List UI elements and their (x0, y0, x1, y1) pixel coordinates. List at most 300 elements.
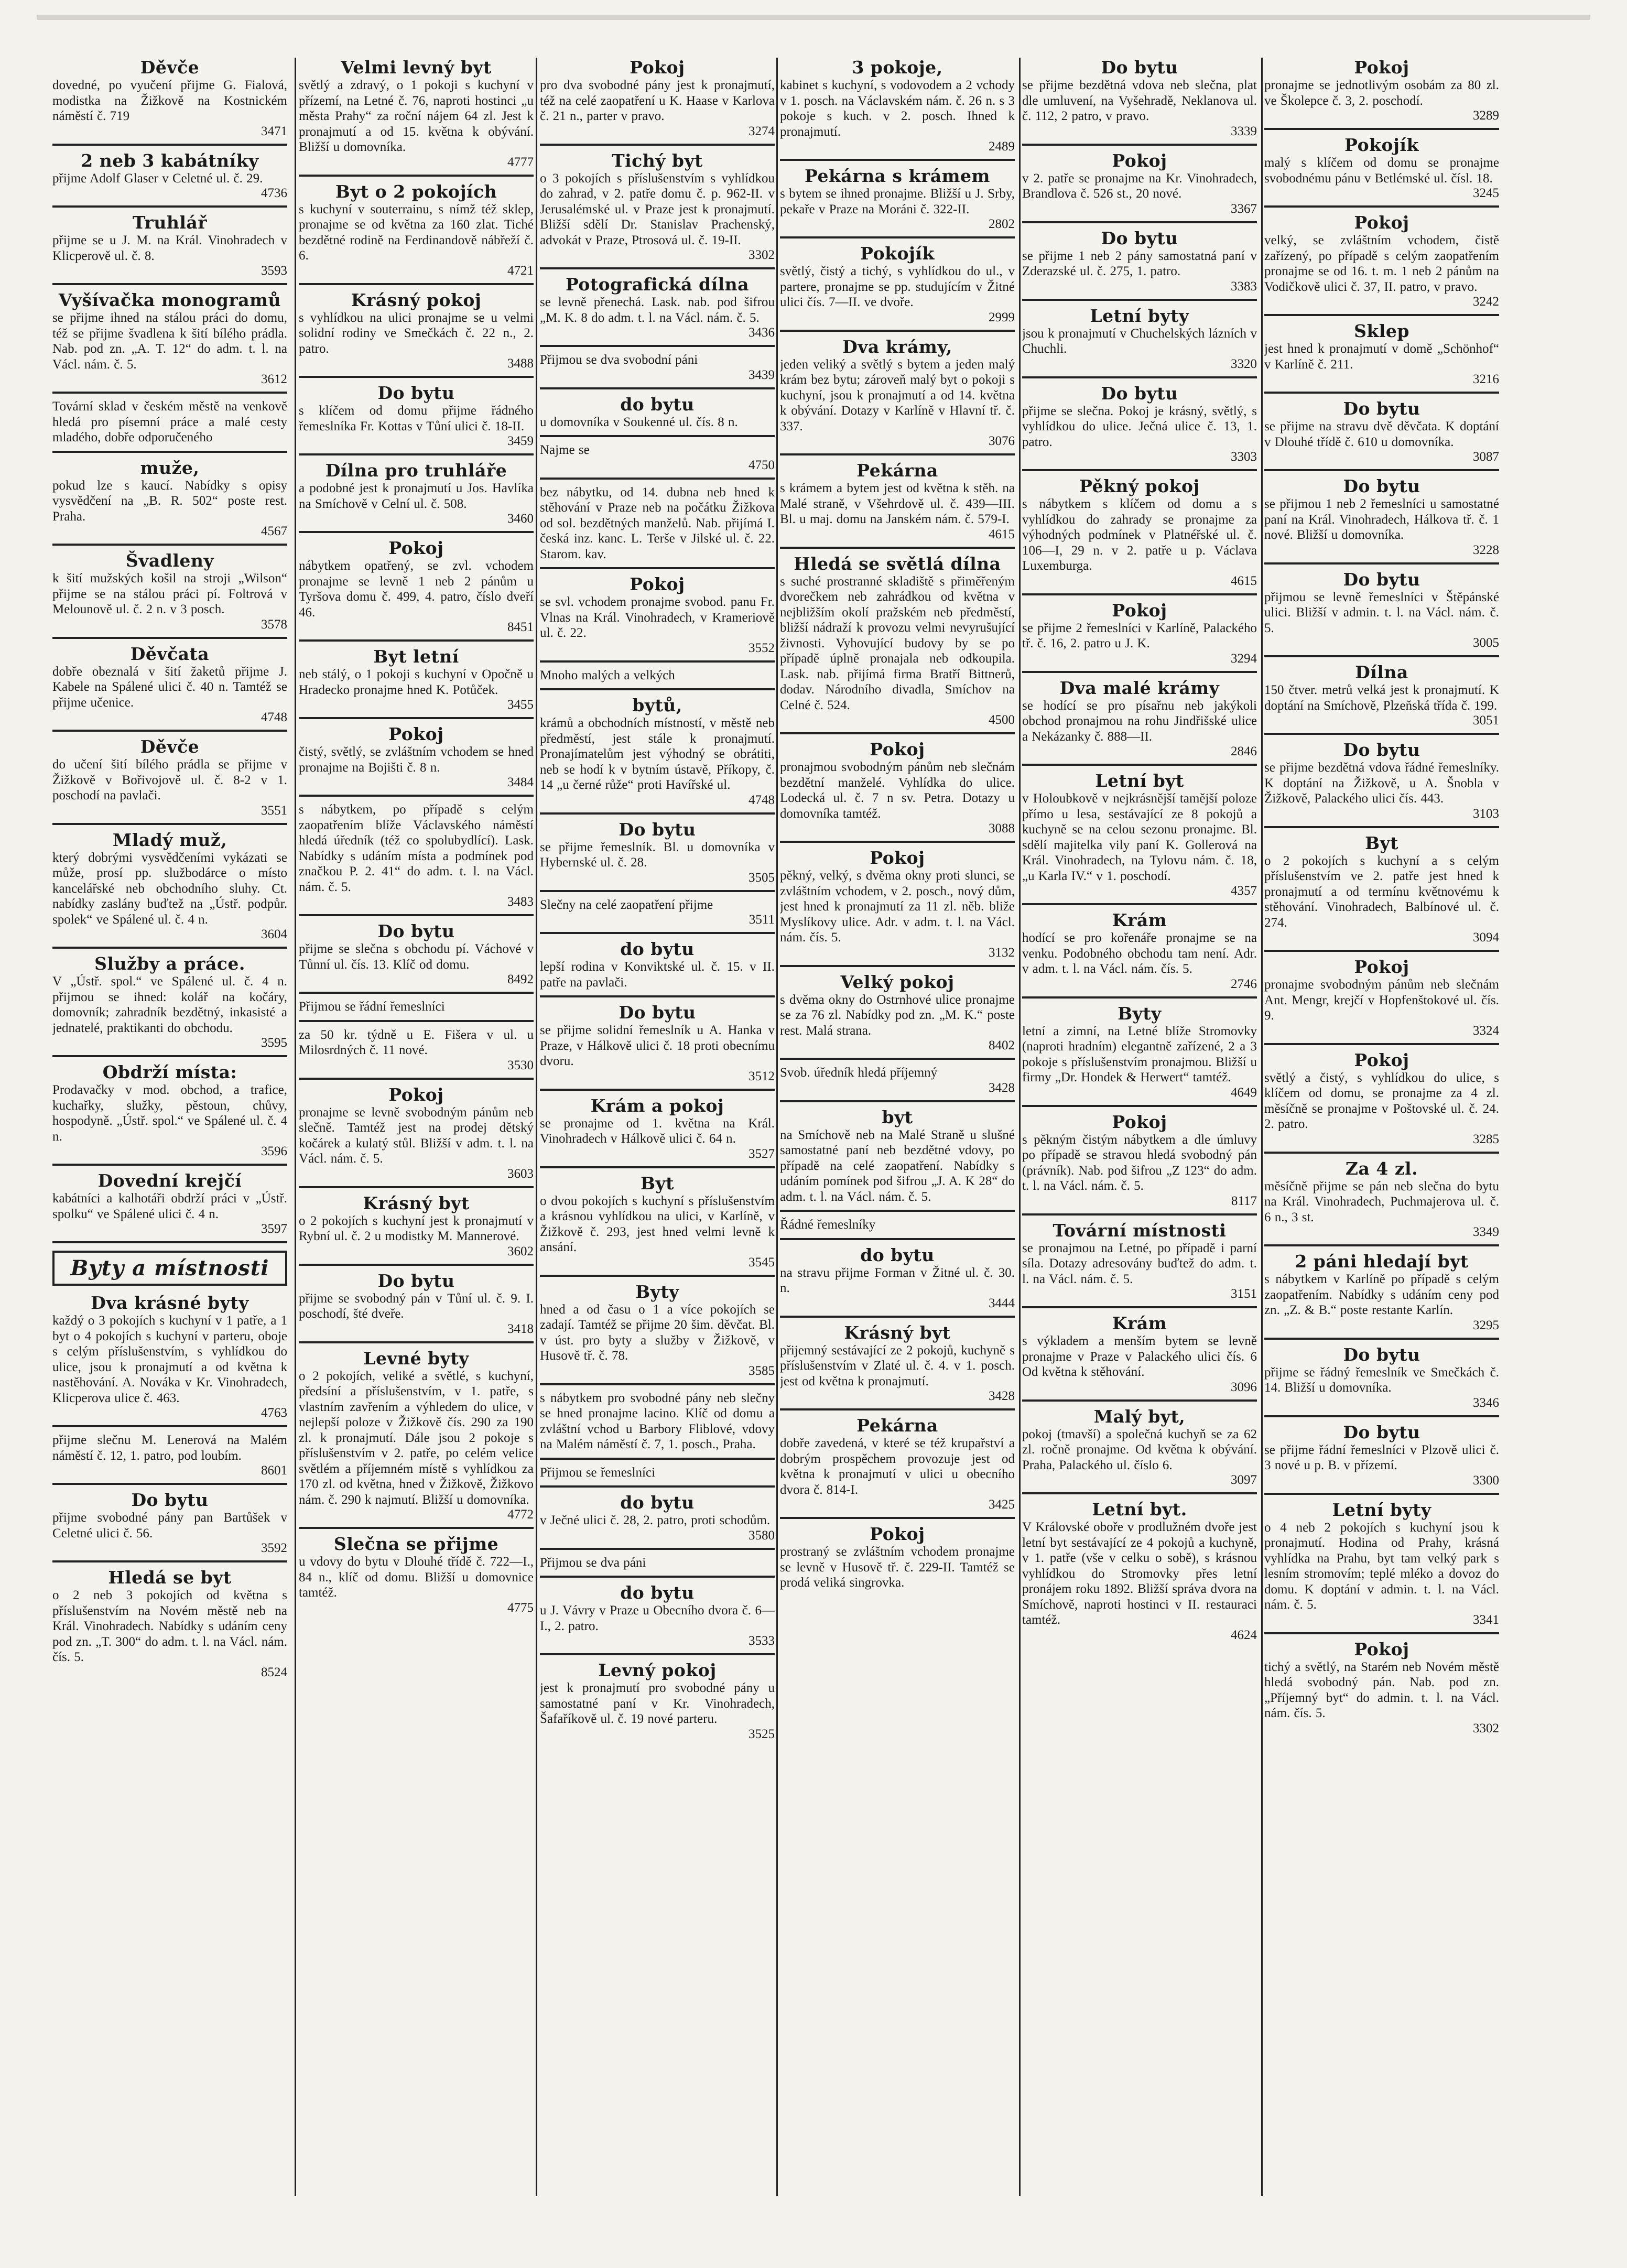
ad-title: Pokoj (870, 739, 925, 759)
ad-title: byt (882, 1106, 913, 1127)
column-4 (780, 58, 1015, 2217)
ad-body: k šití mužských košil na stroji „Wilson“ přijme se na stálou práci pí. Foltrová v Melounově ul. č. 2 n. v 3 posch. (52, 571, 287, 616)
ad-code: 4748 (749, 793, 775, 807)
ad-body: Mnoho malých a velkých (540, 668, 675, 682)
classified-ad (540, 1003, 775, 1091)
classified-ad (1264, 663, 1499, 735)
classified-ad (780, 1065, 1015, 1102)
ad-title: Vyšívačka monogramů (58, 290, 281, 310)
ad-body: Najme se (540, 443, 590, 457)
ad-code: 4748 (261, 710, 287, 724)
classified-ad (540, 1174, 775, 1277)
ad-title: Pokoj (388, 724, 444, 744)
ad-title: do bytu (620, 394, 695, 415)
classified-ad (540, 485, 775, 570)
ad-title: Hledá se byt (108, 1567, 232, 1588)
ad-body: a podobné jest k pronajmutí u Jos. Havlíka na Smíchově v Celní ul. č. 508. (299, 481, 534, 511)
ad-body: se přijmou 1 neb 2 řemeslníci u samostatné paní na Král. Vinohradech, Hálkova tř. č. 1 nové. Bližší u domovníka. (1264, 497, 1499, 542)
classified-ad (780, 337, 1015, 456)
ad-code: 8402 (989, 1038, 1015, 1052)
ad-body: Přijmou se řemeslníci (540, 1465, 656, 1480)
ad-code: 3444 (989, 1296, 1015, 1310)
classified-ad (52, 1490, 287, 1562)
ad-body: pronajme se jednotlivým osobám za 80 zl. ve Školepce č. 3, 2. poschodí. (1264, 78, 1499, 108)
column-rule (536, 58, 537, 2196)
ad-title: Do bytu (619, 819, 696, 840)
ad-body: se přijme řádní řemeslníci v Plzově ulici č. 3 nové u p. B. v přízemí. (1264, 1442, 1499, 1472)
ad-body: s klíčem od domu přijme řádného řemeslníka Fr. Kottas v Tůní ulici č. 18-II. (299, 404, 534, 433)
ad-code: 4500 (989, 713, 1015, 727)
ad-code: 4721 (507, 263, 534, 278)
ad-body: pronajme se levně svobodným pánům neb slečně. Tamtéž jest na prodej dětský kočárek a kulatý stůl. Bližší v adm. t. l. na Václ. nám. č. 5. (299, 1105, 534, 1166)
ad-code: 3151 (1231, 1287, 1257, 1301)
classified-ad (52, 954, 287, 1057)
ad-title: bytů, (632, 695, 682, 715)
ad-body: se přijme řemeslník. Bl. u domovníka v Hybernské ul. č. 28. (540, 840, 775, 870)
ad-body: tichý a světlý, na Starém neb Novém městě hledá svobodný pán. Nab. pod zn. „Příjemný byt“ do admin. t. l. na Václ. nám. čís. 5. (1264, 1659, 1499, 1720)
ad-code: 3367 (1231, 201, 1257, 216)
classified-ad (1022, 1500, 1257, 1647)
ad-body: Svob. úředník hledá příjemný (780, 1066, 938, 1080)
ad-body: o 2 pokojích s kuchyní jest k pronajmutí v Rybní ul. č. 2 u modistky M. Mannerové. (299, 1213, 534, 1243)
ad-body: o 3 pokojích s příslušenstvím s vyhlídkou do zahrad, v 2. patře domu č. p. 962-II. v Jerusalémské ul. v Praze jest k pronajmutí. Bližší sdělí Dr. Stanislav Prachenský, advokát v Praze, Ptrosová ul. č. 19-II. (540, 171, 775, 247)
classified-ad (299, 538, 534, 642)
ad-body: se přijme 2 řemeslníci v Karlíně, Palackého tř. č. 16, 2. patro u J. K. (1022, 621, 1257, 650)
classified-ad (780, 1108, 1015, 1212)
ad-code: 3242 (1473, 295, 1499, 309)
ad-title: Do bytu (1343, 476, 1420, 496)
ad-body: se pronajmou na Letné, po případě i parní síla. Dotazy adresovány buďtež do adm. t. l. na Václ. nám. č. 5. (1022, 1241, 1257, 1286)
classified-ad (1264, 321, 1499, 394)
ad-body: s výkladem a menším bytem se levně pronajme v Praze v Palackého ulici čís. 6 Od května k stěhování. (1022, 1334, 1257, 1379)
classified-ad (1022, 1004, 1257, 1107)
classified-ad (780, 244, 1015, 332)
ad-title: Tovární místnosti (1053, 1220, 1227, 1241)
ad-title: Byt (1365, 832, 1398, 853)
ad-title: Krám (1112, 910, 1167, 930)
ad-code: 3545 (749, 1255, 775, 1269)
ad-code: 3285 (1473, 1132, 1499, 1146)
ad-title: Sklep (1354, 321, 1409, 341)
classified-ad (299, 999, 534, 1022)
ad-body: světlý a zdravý, o 1 pokoji s kuchyní v přízemí, na Letné č. 76, naproti hostinci „u města Prahy“ za roční nájem 64 zl. Jest k pronajmutí a od 15. května k obývání. Bližší u domovníka. (299, 78, 534, 154)
top-edge-line (37, 15, 1590, 20)
ad-body: jsou k pronajmutí v Chuchelských lázních v Chuchli. (1022, 326, 1257, 356)
ad-title: Do bytu (1343, 740, 1420, 760)
ad-body: se levně přenechá. Lask. nab. pod šifrou „M. K. 8 do adm. t. l. na Václ. nám. č. 5. (540, 295, 775, 325)
ad-title: Děvče (140, 58, 200, 78)
ad-body: se hodící se pro písařnu neb jakýkoli obchod pronajmou na rohu Jindřišské ulice a Nekázanky č. 888—II. (1022, 698, 1257, 744)
ad-body: přijme se u J. M. na Král. Vinohradech v Klicperově ul. č. 8. (52, 233, 287, 263)
ad-body: s nábytkem s klíčem od domu a s vyhlídkou do zahrady se pronajme za výhodných podmínek v Platnéřské ul. č. 106—I, 29 n. v 2. patře u p. Václava Luxemburga. (1022, 497, 1257, 573)
classified-ad (299, 1534, 534, 1620)
classified-ad (52, 1433, 287, 1485)
ad-code: 4615 (1231, 573, 1257, 588)
ad-body: se svl. vchodem pronajme svobod. panu Fr. Vlnas na Král. Vinohradech, v Krameriově ul. č. 22. (540, 595, 775, 640)
classified-ad (52, 551, 287, 639)
classified-ad (299, 182, 534, 285)
ad-code: 3592 (261, 1541, 287, 1555)
ad-body: přijme se slečna. Pokoj je krásný, světlý, s vyhlídkou do ulice. Ječná ulice č. 13, 1. patro. (1022, 404, 1257, 449)
ad-body: s vyhlídkou na ulici pronajme se u velmi solidní rodiny ve Smečkách č. 22 n., 2. patro. (299, 310, 534, 356)
ad-title: Potografická dílna (565, 274, 750, 295)
classified-ad (540, 1583, 775, 1655)
ad-title: Pokojík (860, 243, 935, 264)
classified-ad (1022, 229, 1257, 301)
classified-ad (540, 1391, 775, 1460)
ad-code: 3551 (261, 803, 287, 818)
classified-ad (540, 1282, 775, 1385)
ad-code: 3274 (749, 124, 775, 138)
ad-body: dovedné, po vyučení přijme G. Fialová, modistka na Žižkově na Kostnickém náměstí č. 719 (52, 78, 287, 123)
classified-ad (1022, 1221, 1257, 1309)
classified-ad (780, 740, 1015, 843)
ad-body: přijme Adolf Glaser v Celetné ul. č. 29. (52, 171, 263, 186)
ad-title: Pokoj (630, 574, 685, 594)
ad-title: Pokoj (1112, 150, 1167, 171)
classified-ad (52, 644, 287, 732)
ad-body: za 50 kr. týdně u E. Fišera v ul. u Milosrdných č. 11 nové. (299, 1027, 534, 1057)
classified-ad (1022, 601, 1257, 673)
ad-title: Pokoj (1354, 212, 1409, 233)
ad-title: Dva malé krámy (1059, 677, 1220, 698)
ad-body: letní a zimní, na Letné blíže Stromovky (naproti hradním) elegantně zařízené, 2 a 3 pokoje s příslušenstvím pronajmou. Bližší u firmy „Dr. Hondek & Herwert“ tamtéž. (1022, 1024, 1257, 1084)
ad-title: Letní byty (1332, 1499, 1431, 1520)
ad-body: s bytem se ihned pronajme. Bližší u J. Srby, pekaře v Praze na Moráni č. 322-II. (780, 187, 1015, 216)
classified-ad (52, 1293, 287, 1427)
ad-code: 3103 (1473, 806, 1499, 821)
ad-title: Levné byty (363, 1348, 469, 1369)
classified-ad (1264, 399, 1499, 471)
ad-title: Do bytu (1343, 1421, 1420, 1442)
ad-title: Do bytu (1343, 398, 1420, 419)
ad-body: u J. Vávry v Praze u Obecního dvora č. 6—I., 2. patro. (540, 1603, 775, 1633)
ad-code: 3303 (1231, 450, 1257, 464)
ad-body: měsíčně přijme se pán neb slečna do bytu na Král. Vinohradech, Puchmajerova ul. č. 6 n., 3 st. (1264, 1179, 1499, 1224)
ad-body: u domovníka v Soukenné ul. čís. 8 n. (540, 415, 738, 429)
classified-ad (540, 897, 775, 935)
ad-code: 3245 (1473, 186, 1499, 200)
ad-body: o dvou pokojích s kuchyní s příslušenstvím a krásnou vyhlídkou na ulici, v Karlíně, v Žižkově č. 293, jest hned velmi levně k ansání. (540, 1193, 775, 1254)
ad-code: 3595 (261, 1036, 287, 1050)
column-rule (295, 58, 296, 2196)
ad-code: 4736 (261, 186, 287, 200)
ad-code: 3459 (507, 434, 534, 448)
classified-ad (1022, 910, 1257, 999)
ad-body: V „Ústř. spol.“ ve Spálené ul. č. 4 n. přijmou se ihned: kolář na kočáry, domovník; zahradník bezdětný, inkasisté a jednatelé, praktikanti do obchodu. (52, 974, 287, 1035)
ad-body: hodící se pro kořenáře pronajme se na venku. Podobného obchodu tam není. Adr. v adm. t. l. na Václ. nám. čís. 5. (1022, 931, 1257, 976)
ad-body: světlý, čistý a tichý, s vyhlídkou do ul., v partere, pronajme se pp. studujícím v Žitné ulici čís. 7—II. ve dvoře. (780, 264, 1015, 309)
ad-code: 3585 (749, 1363, 775, 1378)
classified-ad (299, 647, 534, 719)
column-rule (1019, 58, 1021, 2196)
ad-title: Do bytu (377, 1270, 455, 1291)
classified-ad (1022, 476, 1257, 595)
ad-code: 2489 (989, 139, 1015, 154)
ad-title: Slečna se přijme (333, 1534, 499, 1554)
column-5 (1022, 58, 1257, 2217)
ad-code: 3436 (749, 325, 775, 340)
ad-body: pronajmou svobodným pánům neb slečnám bezdětní manželé. Vyhlídka do ulice. Lodecká ul. č. 7 n sv. Petra. Dotazy u domovníka tamtéž. (780, 760, 1015, 821)
classified-ad (299, 1349, 534, 1529)
ad-title: Pěkný pokoj (1079, 476, 1200, 496)
ad-code: 3132 (989, 945, 1015, 960)
ad-title: Pokoj (1112, 600, 1167, 621)
ad-title: Pekárna s krámem (805, 166, 990, 186)
ad-body: jest k pronajmutí pro svobodné pány u samostatné paní v Kr. Vinohradech, Šafaříkově ul. č. 19 nové parteru. (540, 1681, 775, 1726)
ad-code: 3612 (261, 372, 287, 386)
ad-code: 3418 (507, 1321, 534, 1336)
ad-body: krámů a obchodních místností, v městě neb předměstí, jest stále k pronajmutí. Pronajímatelům jest výhodný se obrátiti, neb se hodí k v bytním ústavě, Příkopy, č. 14 „u černé růže“ proti Havířské ul. (540, 716, 775, 792)
ad-title: Pekárna (856, 1415, 938, 1436)
ad-title: do bytu (620, 1582, 695, 1603)
ad-code: 3530 (507, 1058, 534, 1072)
ad-title: 2 páni hledají byt (1295, 1251, 1469, 1272)
ad-body: pokud lze s kaucí. Nabídky s opisy vysvědčení na „B. R. 502“ poste rest. Praha. (52, 478, 287, 524)
ad-code: 3603 (507, 1166, 534, 1181)
classified-ad (1022, 306, 1257, 378)
ad-title: Velký pokoj (840, 971, 954, 992)
classified-ad (1264, 1050, 1499, 1154)
ad-body: každý o 3 pokojích s kuchyní v 1 patře, a 1 byt o 4 pokojích s kuchyní v parteru, oboje s celým příslušenstvím, s vyhlídkou do ulice, jsou k pronajmutí a od května k nastěhování. A. Nováka v Kr. Vinohradech, Klicperova ulice č. 463. (52, 1314, 287, 1405)
column-2 (299, 58, 534, 2217)
ad-code: 3483 (507, 895, 534, 909)
ad-title: Malý byt, (1093, 1406, 1186, 1427)
ad-body: Přijmou se dva páni (540, 1555, 646, 1570)
ad-code: 3505 (749, 870, 775, 885)
ad-body: přijemný sestávající ze 2 pokojů, kuchyně s příslušenstvím v Zlaté ul. č. 4. v 1. posch. jest od května k pronajmutí. (780, 1343, 1015, 1388)
ad-body: V Královské oboře v prodlužném dvoře jest letní byt sestávající ze 4 pokojů a kuchyně, v 1. patře (vše v celku o sobě), s krásnou vyhlídkou do Stromovky přes letní pronájem roku 1892. Bližší správa dvora na Smíchově, naproti hostinci v II. restauraci tamtéž. (1022, 1520, 1257, 1627)
ad-code: 3383 (1231, 279, 1257, 294)
ad-body: s suché prostranné skladiště s přiměřeným dvorečkem neb zahrádkou od května v nejbližším okolí pražském neb předměstí, bližší nádraží k provozu velmi nevyrušující živnosti. Vyhovující budovy by se po případě úplně pronajala neb odkoupila. Lask. nab. přijímá firma Bratří Bittnerů, dodav. Národního divadla, Smíchov na Celné č. 524. (780, 574, 1015, 712)
ad-body: s nábytkem pro svobodné pány neb slečny se hned pronajme lacino. Klíč od domu a zvláštní vchod u Barbory Fliblové, vdovy na Malém náměstí č. 7, 1. posch., Praha. (540, 1391, 775, 1451)
ad-title: Dva krásné byty (91, 1293, 249, 1313)
ad-title: do bytu (620, 939, 695, 959)
ad-code: 4615 (989, 527, 1015, 541)
ad-body: pronajme svobodným pánům neb slečnám Ant. Mengr, krejčí v Hopfenštokové ul. čís. 9. (1264, 978, 1499, 1023)
classified-ad (1264, 1640, 1499, 1741)
ad-body: pro dva svobodné pány jest k pronajmutí, též na celé zaopatření u K. Haase v Karlova č. 21 n., parter v pravo. (540, 78, 775, 123)
ad-body: Přijmou se dva svobodní páni (540, 353, 698, 367)
classified-ad (52, 830, 287, 949)
classified-ad (52, 58, 287, 146)
classified-ad (540, 1661, 775, 1746)
classified-ad (1264, 213, 1499, 316)
ad-body: se přijme ihned na stálou práci do domu, též se přijme švadlena k šití bílého prádla. Nab. pod zn. „A. T. 12“ do adm. t. l. na Václ. nám. č. 5. (52, 311, 287, 372)
ad-title: Tichý byt (612, 150, 703, 171)
ad-title: Do bytu (131, 1490, 209, 1510)
ad-body: kabinet s kuchyní, s vodovodem a 2 vchody v 1. posch. na Václavském nám. č. 26 n. s 3 pokoje s kuch. v 2. posch. Ihned k pronajmutí. (780, 78, 1015, 139)
ad-code: 4567 (261, 524, 287, 538)
ad-title: Dílna (1355, 662, 1408, 682)
classified-ad (780, 58, 1015, 161)
classified-ad (540, 352, 775, 389)
classified-ad (780, 166, 1015, 238)
classified-ad (52, 1568, 287, 1685)
ad-title: 3 pokoje, (852, 58, 943, 78)
ad-body: prostraný se zvláštním vchodem pronajme se levně v Husově tř. č. 229-II. Tamtéž se prodá veliká singrovka. (780, 1545, 1015, 1590)
classified-ad (299, 383, 534, 455)
classified-ad (52, 399, 287, 453)
classified-ad (540, 820, 775, 892)
ad-body: malý s klíčem od domu se pronajme svobodnému pánu v Betlémské ul. čísl. 18. (1264, 156, 1499, 186)
classified-ad (52, 290, 287, 394)
ad-code: 3439 (749, 367, 775, 382)
ad-code: 3596 (261, 1144, 287, 1158)
classified-ad (299, 1085, 534, 1188)
ad-code: 2802 (989, 217, 1015, 231)
classified-ad (1022, 1314, 1257, 1402)
ad-code: 4763 (261, 1406, 287, 1420)
ad-code: 3216 (1473, 372, 1499, 386)
ad-body: o 2 pokojích, veliké a světlé, s kuchyní, předsíní a příslušenstvím, v 1. patře, s vlastním zavřením a výhledem do ulice, v nejlepší poloze v Žižkově čís. 290 za 190 zl. k pronajmutí. Dále jsou 2 pokoje s příslušenstvím v 2. patře, po celém velice světlém a příjemném místě s vyhlídkou za 170 zl. od května, hned v Žižkově, Žižkovo nám. č. 290 k najmutí. Bližší u domovníka. (299, 1369, 534, 1507)
classified-ad (1264, 476, 1499, 565)
ad-body: neb stálý, o 1 pokoji s kuchyní v Opočně u Hradecko pronajme hned K. Potůček. (299, 667, 534, 697)
ad-code: 3228 (1473, 542, 1499, 557)
ad-body: přijme se slečna s obchodu pí. Váchové v Tůnní ul. čís. 13. Klíč od domu. (299, 942, 534, 972)
classified-ad (1264, 58, 1499, 130)
column-rule (776, 58, 778, 2196)
ad-title: Letní byt (1095, 771, 1184, 791)
classified-ad (540, 1555, 775, 1578)
ad-code: 3455 (507, 698, 534, 712)
ad-code: 3533 (749, 1634, 775, 1648)
ad-code: 4649 (1231, 1085, 1257, 1100)
ad-title: Krásný byt (844, 1322, 951, 1343)
ad-code: 4772 (507, 1507, 534, 1522)
ad-body: v Holoubkově v nejkrásnější tamější poloze přímo u lesa, sestávající ze 8 pokojů a kuchyně se na celou sezonu pronajme. Bl. sdělí majitelka vily paní K. Gollerová na Král. Vinohradech, na Tylovu nám. č. 18, „u Karla IV.“ v 1. poschodí. (1022, 791, 1257, 883)
classified-ad (540, 1493, 775, 1550)
ad-title: Dva krámy, (842, 336, 952, 357)
ad-code: 3428 (989, 1080, 1015, 1095)
classified-ad (1264, 957, 1499, 1045)
ad-body: bez nábytku, od 14. dubna neb hned k stěhování v Praze neb na počátku Žižkova od sol. bezdětných manželů. Nab. přijímá I. česká inz. kanc. L. Terše v Jilské ul. č. 22. Starom. kav. (540, 485, 775, 561)
ad-title: Do bytu (1101, 227, 1178, 248)
ad-title: Mladý muž, (112, 829, 227, 850)
ad-code: 4357 (1231, 884, 1257, 898)
ad-title: Pokoj (870, 1524, 925, 1544)
classified-ad (299, 724, 534, 797)
ad-body: s dvěma okny do Ostrnhové ulice pronajme se za 76 zl. Nabídky pod zn. „M. K.“ poste rest. Malá strana. (780, 992, 1015, 1038)
ad-title: muže, (140, 457, 200, 478)
ad-body: do učení šití bílého prádla se přijme v Žižkově v Bořivojově ul. č. 8-2 v 1. poschodí na pavlači. (52, 757, 287, 802)
classified-ad (780, 848, 1015, 967)
ad-code: 8524 (261, 1665, 287, 1679)
classified-ad (540, 939, 775, 997)
classified-ad (1264, 570, 1499, 658)
ad-body: který dobrými vysvědčeními vykázati se může, prosí pp. službodárce o místo kancelářské neb obchodního sluhy. Ct. nabídky zaslány buďtež na „Ústř. podpůr. spolek“ ve Spálené ul. č. 4 n. (52, 850, 287, 927)
ad-title: Pokoj (1112, 1111, 1167, 1132)
ad-title: Dovední krejčí (97, 1170, 242, 1191)
ad-code: 3349 (1473, 1225, 1499, 1239)
classified-ad (540, 696, 775, 815)
classified-ad (780, 1323, 1015, 1411)
classified-ad (299, 921, 534, 994)
classified-ad (1022, 678, 1257, 766)
ad-title: Do bytu (377, 921, 455, 941)
classified-ad (52, 213, 287, 285)
section-banner: Byty a místnosti (52, 1251, 287, 1286)
ad-body: se přijme bezdětná vdova neb slečna, plat dle umluvení, na Vyšehradě, Neklanova ul. č. 112, 2 patro, v pravo. (1022, 78, 1257, 123)
ad-body: hned a od času o 1 a více pokojích se zadají. Tamtéž se přijme 20 šim. děvčat. Bl. v úst. pro byty a služby v Žižkově, v Husově tř. č. 78. (540, 1302, 775, 1363)
ad-title: Pokoj (388, 1084, 444, 1105)
column-1 (52, 58, 287, 2217)
ad-title: Do bytu (619, 1002, 696, 1023)
ad-title: Levný pokoj (598, 1660, 717, 1680)
classified-ad (299, 1271, 534, 1343)
ad-body: Přijmou se řádní řemeslníci (299, 1000, 445, 1014)
ad-body: o 2 neb 3 pokojích od května s příslušenstvím na Novém městě neb na Král. Vinohradech. Nabídky s udáním ceny pod zn. „T. 300“ do adm. t. l. na Václ. nám. čís. 5. (52, 1588, 287, 1664)
classified-ad (299, 802, 534, 916)
ad-body: lepší rodina v Konviktské ul. č. 15. v II. patře na pavlači. (540, 960, 775, 990)
ad-title: Krám a pokoj (590, 1095, 724, 1116)
ad-code: 3525 (749, 1727, 775, 1741)
ad-title: Do bytu (1101, 58, 1178, 78)
ad-body: přijme se řádný řemeslník ve Smečkách č. 14. Bližší u domovníka. (1264, 1365, 1499, 1395)
ad-title: Pokoj (630, 58, 685, 78)
classified-ad (1022, 771, 1257, 905)
ad-title: Velmi levný byt (341, 58, 492, 78)
ad-code: 3094 (1473, 930, 1499, 945)
ad-body: v Ječné ulici č. 28, 2. patro, proti schodům. (540, 1513, 771, 1527)
ad-title: Pokoj (870, 848, 925, 868)
ad-code: 3488 (507, 356, 534, 371)
ad-title: Do bytu (1101, 383, 1178, 404)
ad-code: 3346 (1473, 1395, 1499, 1410)
ad-title: Pokoj (1354, 957, 1409, 977)
ad-body: Slečny na celé zaopatření přijme (540, 897, 713, 912)
ad-body: Prodavačky v mod. obchod, a trafice, kuchařky, služky, pěstoun, chůvy, hospodyně. „Ústř. spol.“ ve Spálené ul. č. 4 n. (52, 1083, 287, 1144)
ad-title: Byty (635, 1281, 679, 1302)
ad-code: 3097 (1231, 1473, 1257, 1487)
ad-code: 3428 (989, 1389, 1015, 1403)
classified-ad (1022, 1407, 1257, 1495)
ad-code: 4775 (507, 1600, 534, 1615)
classified-ad (299, 290, 534, 378)
ad-code: 3593 (261, 264, 287, 278)
classified-ad (1264, 1345, 1499, 1417)
ad-code: 3460 (507, 512, 534, 526)
ad-body: pěkný, velký, s dvěma okny proti slunci, se zvláštním vchodem, v 2. posch., nový dům, jest hned k pronajmutí za 11 zl. něb. bliže Myslíkovy ulice. Adr. v adm. t. l. na Václ. nám. čís. 5. (780, 869, 1015, 945)
ad-title: Byt letní (373, 646, 459, 667)
ad-body: se pronajme od 1. května na Král. Vinohradech v Hálkově ulici č. 64 n. (540, 1116, 775, 1146)
classified-ad (540, 275, 775, 347)
classified-ad (540, 442, 775, 480)
ad-code: 3580 (749, 1528, 775, 1543)
ad-code: 3096 (1231, 1380, 1257, 1394)
ad-body: jeden veliký a světlý s bytem a jeden malý krám bez bytu; zároveň malý byt o pokoji s kuchyní, jsou k pronajmutí a od 14. května k obývání. Dotazy v Karlíně v Hlavní tř. č. 337. (780, 357, 1015, 433)
classified-ad (1264, 1423, 1499, 1495)
ad-code: 3320 (1231, 356, 1257, 371)
ad-title: Truhlář (132, 212, 208, 233)
ad-title: Letní byt. (1092, 1499, 1187, 1520)
ad-title: Švadleny (125, 550, 214, 571)
ad-title: Byty (1118, 1003, 1162, 1024)
classified-ad (540, 668, 775, 691)
classified-ad (52, 1062, 287, 1166)
ad-title: Pokoj (1354, 58, 1409, 78)
classified-ad (52, 1171, 287, 1243)
ad-code: 8492 (507, 972, 534, 986)
classified-ad (540, 58, 775, 146)
ad-code: 3471 (261, 124, 287, 138)
ad-code: 3604 (261, 927, 287, 941)
ad-code: 8451 (507, 620, 534, 634)
ad-code: 3552 (749, 641, 775, 655)
ad-code: 3484 (507, 775, 534, 789)
ad-body: velký, se zvláštním vchodem, čistě zařízený, po případě s celým zaopatřením pronajme se od 16. t. m. 1 neb 2 pánům na Vodičkově ulici č. 37, II. patro, v pravo. (1264, 233, 1499, 294)
classified-ad (540, 395, 775, 438)
